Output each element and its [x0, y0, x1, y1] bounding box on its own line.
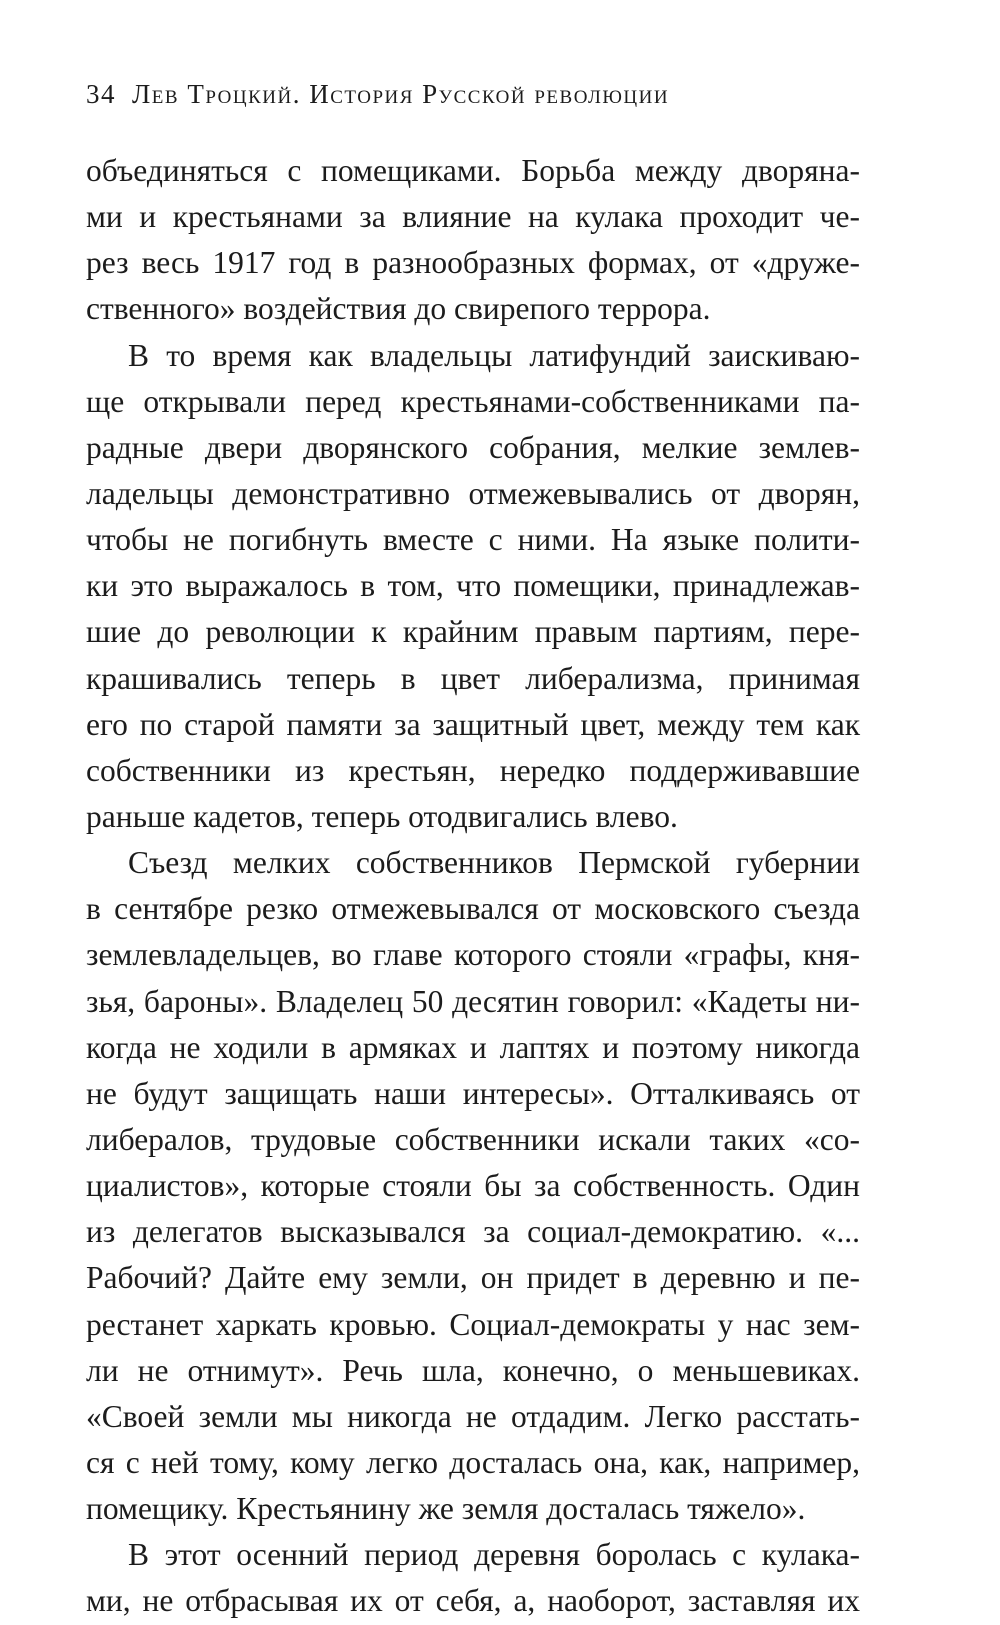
- body-text: [86, 148, 860, 1625]
- text-line: ми, не отбрасывая их от себя, а, наоборот, заставляя их: [86, 1583, 860, 1619]
- paragraph: [86, 1532, 860, 1624]
- text-line: ли не отнимут». Речь шла, конечно, о меньшевиках.: [86, 1352, 860, 1388]
- running-title: Лев Троцкий. История Русской революции: [132, 79, 670, 109]
- text-line: объединяться с помещиками. Борьба между дворяна-: [86, 153, 860, 188]
- text-line: Рабочий? Дайте ему земли, он придет в деревню и пе-: [86, 1260, 860, 1296]
- text-line: чтобы не погибнуть вместе с ними. На языке полити-: [86, 522, 860, 558]
- text-line: зья, бароны». Владелец 50 десятин говорил: «Кадеты ни-: [86, 983, 860, 1019]
- paragraph: [86, 148, 860, 333]
- text-line: «Своей земли мы никогда не отдадим. Легко расстать-: [86, 1398, 860, 1434]
- text-line: В этот осенний период деревня боролась с кулака-: [128, 1537, 860, 1573]
- text-line: рез весь 1917 год в разнообразных формах, от «друже-: [86, 245, 860, 281]
- text-line: собственники из крестьян, нередко поддерживавшие: [86, 752, 860, 788]
- paragraph: [86, 840, 860, 1532]
- text-line: крашивались теперь в цвет либерализма, принимая: [86, 660, 860, 696]
- text-line: землевладельцев, во главе которого стояли «графы, кня-: [86, 937, 860, 973]
- text-line: шие до революции к крайним правым партиям, пере-: [86, 614, 860, 650]
- text-line: Съезд мелких собственников Пермской губернии: [128, 845, 860, 881]
- text-line: когда не ходили в армяках и лаптях и поэтому никогда: [86, 1029, 860, 1065]
- text-line: раньше кадетов, теперь отодвигались влево.: [86, 798, 678, 834]
- text-line: ми и крестьянами за влияние на кулака проходит че-: [86, 199, 860, 235]
- text-line: не будут защищать наши интересы». Отталкиваясь от: [86, 1075, 860, 1111]
- text-line: либералов, трудовые собственники искали таких «со-: [86, 1121, 860, 1157]
- text-line: ся с ней тому, кому легко досталась она, как, например,: [86, 1444, 860, 1480]
- page-number: 34: [86, 79, 116, 109]
- text-line: В то время как владельцы латифундий заискиваю-: [128, 337, 860, 373]
- text-line: радные двери дворянского собрания, мелкие землев-: [86, 429, 860, 465]
- text-line: циалистов», которые стояли бы за собственность. Один: [86, 1168, 860, 1204]
- text-line: ственного» воздействия до свирепого террора.: [86, 291, 711, 327]
- text-line: из делегатов высказывался за социал-демократию. «...: [86, 1214, 860, 1250]
- text-line: ки это выражалось в том, что помещики, принадлежав-: [86, 568, 860, 604]
- text-line: помещику. Крестьянину же земля досталась тяжело».: [86, 1491, 806, 1527]
- running-header: [86, 72, 886, 116]
- text-line: ще открывали перед крестьянами-собственниками па-: [86, 383, 860, 419]
- paragraph: [86, 333, 860, 841]
- text-line: его по старой памяти за защитный цвет, между тем как: [86, 706, 860, 742]
- text-line: в сентябре резко отмежевывался от московского съезда: [86, 891, 860, 927]
- text-line: рестанет харкать кровью. Социал-демократы у нас зем-: [86, 1306, 860, 1342]
- text-line: ладельцы демонстративно отмежевывались от дворян,: [86, 475, 860, 511]
